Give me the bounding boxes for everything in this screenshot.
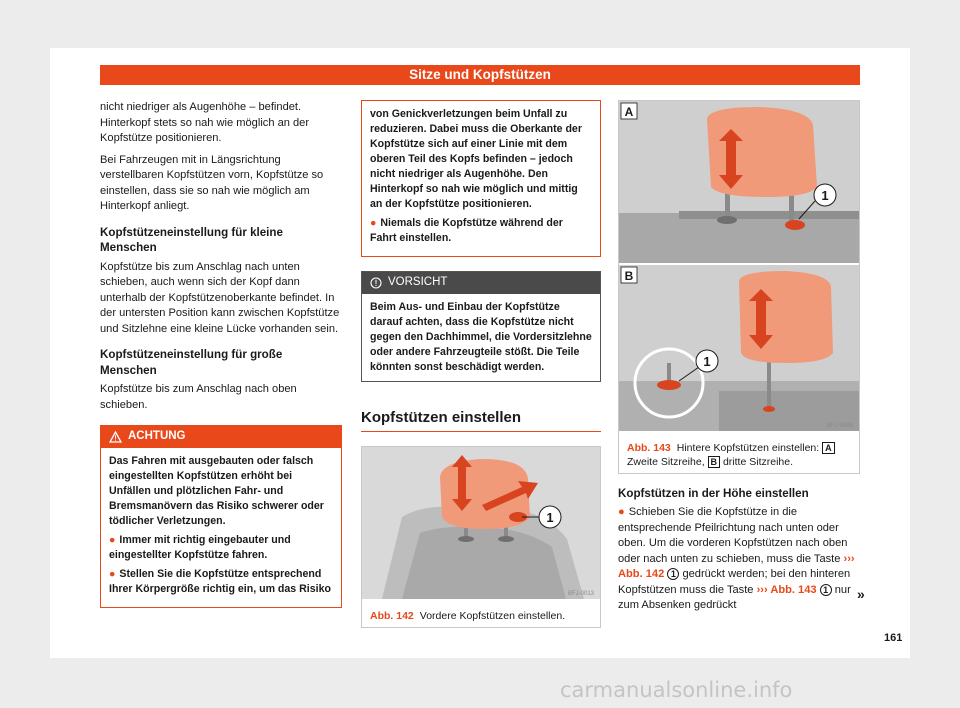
label-b-badge: B [708, 456, 721, 468]
label-a-badge: A [822, 442, 835, 454]
figure-number: Abb. 143 [627, 441, 671, 454]
figure-number: Abb. 142 [370, 609, 414, 622]
warning-box-continued [361, 100, 601, 257]
paragraph: Kopfstütze bis zum Anschlag nach oben schieben. [100, 383, 297, 411]
paragraph: Bei Fahrzeugen mit in Längsrichtung verstellbaren Kopfstützen vorn, Kopfstütze so einstellen, dass sie so nah wie möglich am Hinterkopf anliegt. [100, 153, 324, 212]
button-number-badge: 1 [667, 568, 679, 580]
warning-body [362, 101, 600, 256]
paragraph: nicht niedriger als Augenhöhe – befindet. Hinterkopf stets so nah wie möglich an der Kopfstütze positionieren. [100, 101, 310, 144]
warning-text: von Genickverletzungen beim Unfall zu reduzieren. Dabei muss die Oberkante der Kopfstütze sich auf einer Linie mit dem oberen Teil des Kopfs befinden – jedoch nicht niedriger als Augenhöhe. Den Hinterkopf so nah wie möglich und mittig an der Kopfstütze positionieren. [370, 108, 582, 210]
paragraph: Kopfstütze bis zum Anschlag nach unten schieben, auch wenn sich der Kopf dann unterhalb der Kopfstützenoberkante befindet. In der untersten Position kann zwischen Kopfstütze und Sitzlehne eine kleine Lücke vorhanden sein. [100, 260, 340, 335]
column-2 [361, 100, 601, 628]
figure-caption: Abb. 142 Vordere Kopfstützen einstellen. [370, 609, 566, 622]
front-headrest-illustration [362, 447, 600, 599]
warning-box [100, 425, 342, 608]
section-title: Kopfstützen einstellen [361, 410, 601, 433]
figure-label-a: A [624, 105, 634, 119]
figure-label-b: B [624, 269, 634, 283]
warning-bullet: ● Niemals die Kopfstütze während der Fahrt einstellen. [370, 217, 563, 244]
column-3 [618, 100, 860, 620]
subheading: Kopfstützen in der Höhe einstellen [618, 486, 809, 500]
figure-code: BFJ-0013 [567, 591, 594, 597]
figure-142 [361, 446, 601, 628]
figure-143 [618, 100, 860, 474]
warning-header [101, 426, 341, 448]
subheading: Kopfstützeneinstellung für kleine Menschen [100, 225, 283, 254]
rear-headrest-illustration [619, 101, 859, 431]
caution-body: Beim Aus- und Einbau der Kopfstütze darauf achten, dass die Kopfstütze nicht gegen den Dachhimmel, die Vordersitzlehne oder andere Fahrzeugteile stößt. Die Teile könnten sonst beschädigt werden. [370, 300, 592, 373]
callout-number: 1 [703, 354, 711, 369]
continued-arrow-icon: » [857, 586, 865, 602]
paragraph: ● Schieben Sie die Kopfstütze in die entsprechende Pfeilrichtung nach unten oder oben. Um die vorderen Kopfstützen nach oben oder nach unten zu schieben, muss die Taste ››› Abb. 142 1 gedrückt werden; bei den hinteren Kopfstützen muss die Taste ››› Abb. 143 1 nur zum Absenken gedrückt [618, 506, 855, 611]
info-circle-icon [370, 277, 382, 289]
column-1 [100, 100, 342, 608]
watermark: carmanualsonline.info [560, 678, 793, 702]
caution-header [362, 272, 600, 294]
subheading: Kopfstützeneinstellung für große Menschen [100, 348, 283, 377]
cross-reference-link[interactable]: ››› Abb. 143 [756, 583, 817, 596]
warning-triangle-icon [109, 431, 122, 443]
caution-box [361, 271, 601, 382]
bullet-icon: ● [370, 217, 377, 229]
warning-title: ACHTUNG [128, 430, 186, 442]
warning-bullet: ● Stellen Sie die Kopfstütze entsprechend Ihrer Körpergröße richtig ein, um das Risiko [109, 567, 331, 595]
button-number-badge: 1 [820, 584, 832, 596]
warning-bullet: ● Immer mit richtig eingebauter und eingestellter Kopfstütze fahren. [109, 533, 291, 561]
cross-reference-link[interactable]: ››› Abb. 142 [618, 552, 855, 580]
caution-title: VORSICHT [388, 276, 448, 288]
callout-number: 1 [821, 188, 829, 203]
bullet-icon: ● [109, 533, 116, 546]
chapter-header: Sitze und Kopfstützen [100, 65, 860, 85]
figure-code: BFJ-0088 [826, 423, 853, 429]
figure-caption: Abb. 143 Hintere Kopfstützen einstellen: A Zweite Sitzreihe, B dritte Sitzreihe. [619, 437, 859, 473]
bullet-icon: ● [109, 567, 116, 580]
page-number: 161 [884, 632, 903, 644]
callout-number: 1 [546, 510, 554, 525]
bullet-icon: ● [618, 506, 625, 518]
warning-body [101, 448, 341, 607]
warning-text: Das Fahren mit ausgebauten oder falsch eingestellten Kopfstützen erhöht bei Unfällen und plötzlichen Fahr- und Bremsmanövern das Risiko schwerer oder tödlicher Verletzungen. [109, 454, 324, 527]
